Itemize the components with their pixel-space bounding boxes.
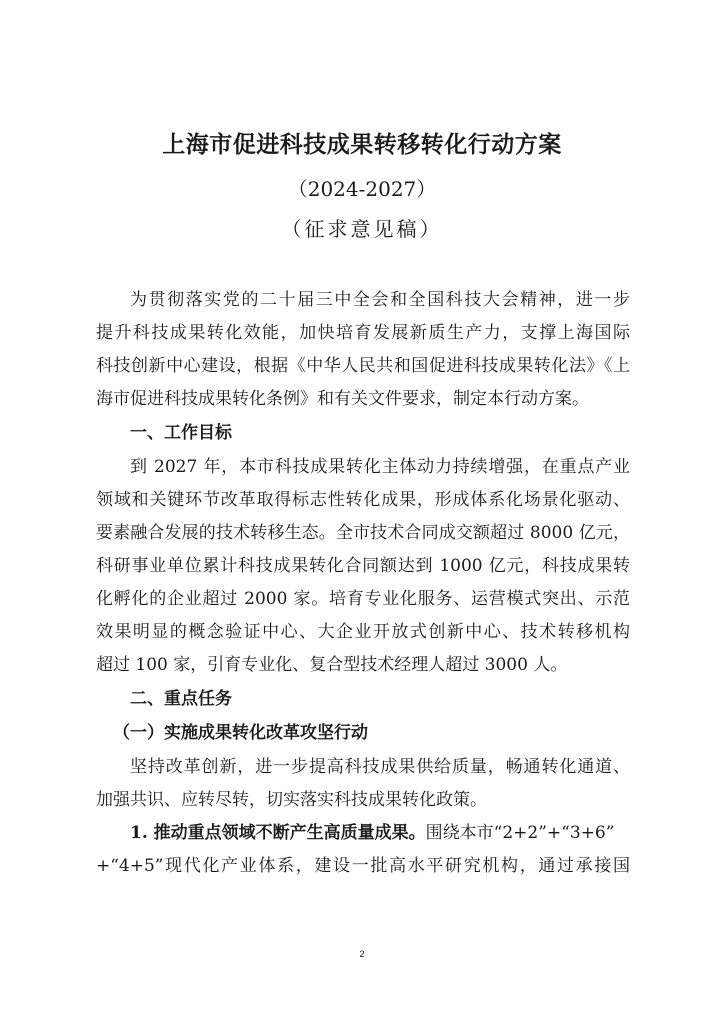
reform-line-1: 坚持改革创新，进一步提高科技成果供给质量，畅通转化通道、: [130, 757, 630, 777]
goal-line-1: 到 2027 年，本市科技成果转化主体动力持续增强，在重点产业: [130, 457, 630, 477]
item-1-title: 1. 推动重点领域不断产生高质量成果。: [130, 823, 426, 843]
reform-line-2: 加强共识、应转尽转，切实落实科技成果转化政策。: [96, 790, 487, 810]
section-heading-tasks: 二、重点任务: [130, 689, 232, 709]
draft-label: （征求意见稿）: [281, 217, 443, 241]
goal-line-7: 超过 100 家，引育专业化、复合型技术经理人超过 3000 人。: [96, 655, 568, 675]
page-number: 2: [359, 949, 365, 959]
subsection-heading-reform: （一）实施成果转化改革攻坚行动: [113, 723, 368, 743]
goal-line-2: 领域和关键环节改革取得标志性转化成果，形成体系化场景化驱动、: [96, 490, 630, 510]
item-1-text: 围绕本市“2+2”+“3+6”: [425, 823, 615, 843]
intro-line-1: 为贯彻落实党的二十届三中全会和全国科技大会精神，进一步: [130, 290, 630, 310]
goal-line-5: 化孵化的企业超过 2000 家。培育专业化服务、运营模式突出、示范: [96, 589, 630, 609]
intro-line-4: 海市促进科技成果转化条例》和有关文件要求，制定本行动方案。: [96, 389, 589, 409]
document-years: （2024-2027）: [287, 177, 437, 201]
item-1-line-1: [130, 818, 630, 848]
item-1-line-2: +“4+5”现代化产业体系，建设一批高水平研究机构，通过承接国: [96, 856, 630, 876]
section-heading-goals: 一、工作目标: [130, 423, 232, 443]
intro-line-2: 提升科技成果转化效能，加快培育发展新质生产力，支撑上海国际: [96, 323, 630, 343]
document-title: 上海市促进科技成果转移转化行动方案: [162, 131, 562, 158]
goal-line-3: 要素融合发展的技术转移生态。全市技术合同成交额超过 8000 亿元，: [96, 523, 630, 543]
intro-line-3: 科技创新中心建设，根据《中华人民共和国促进科技成果转化法》《上: [96, 356, 630, 376]
goal-line-4: 科研事业单位累计科技成果转化合同额达到 1000 亿元，科技成果转: [96, 556, 630, 576]
goal-line-6: 效果明显的概念验证中心、大企业开放式创新中心、技术转移机构: [96, 622, 630, 642]
